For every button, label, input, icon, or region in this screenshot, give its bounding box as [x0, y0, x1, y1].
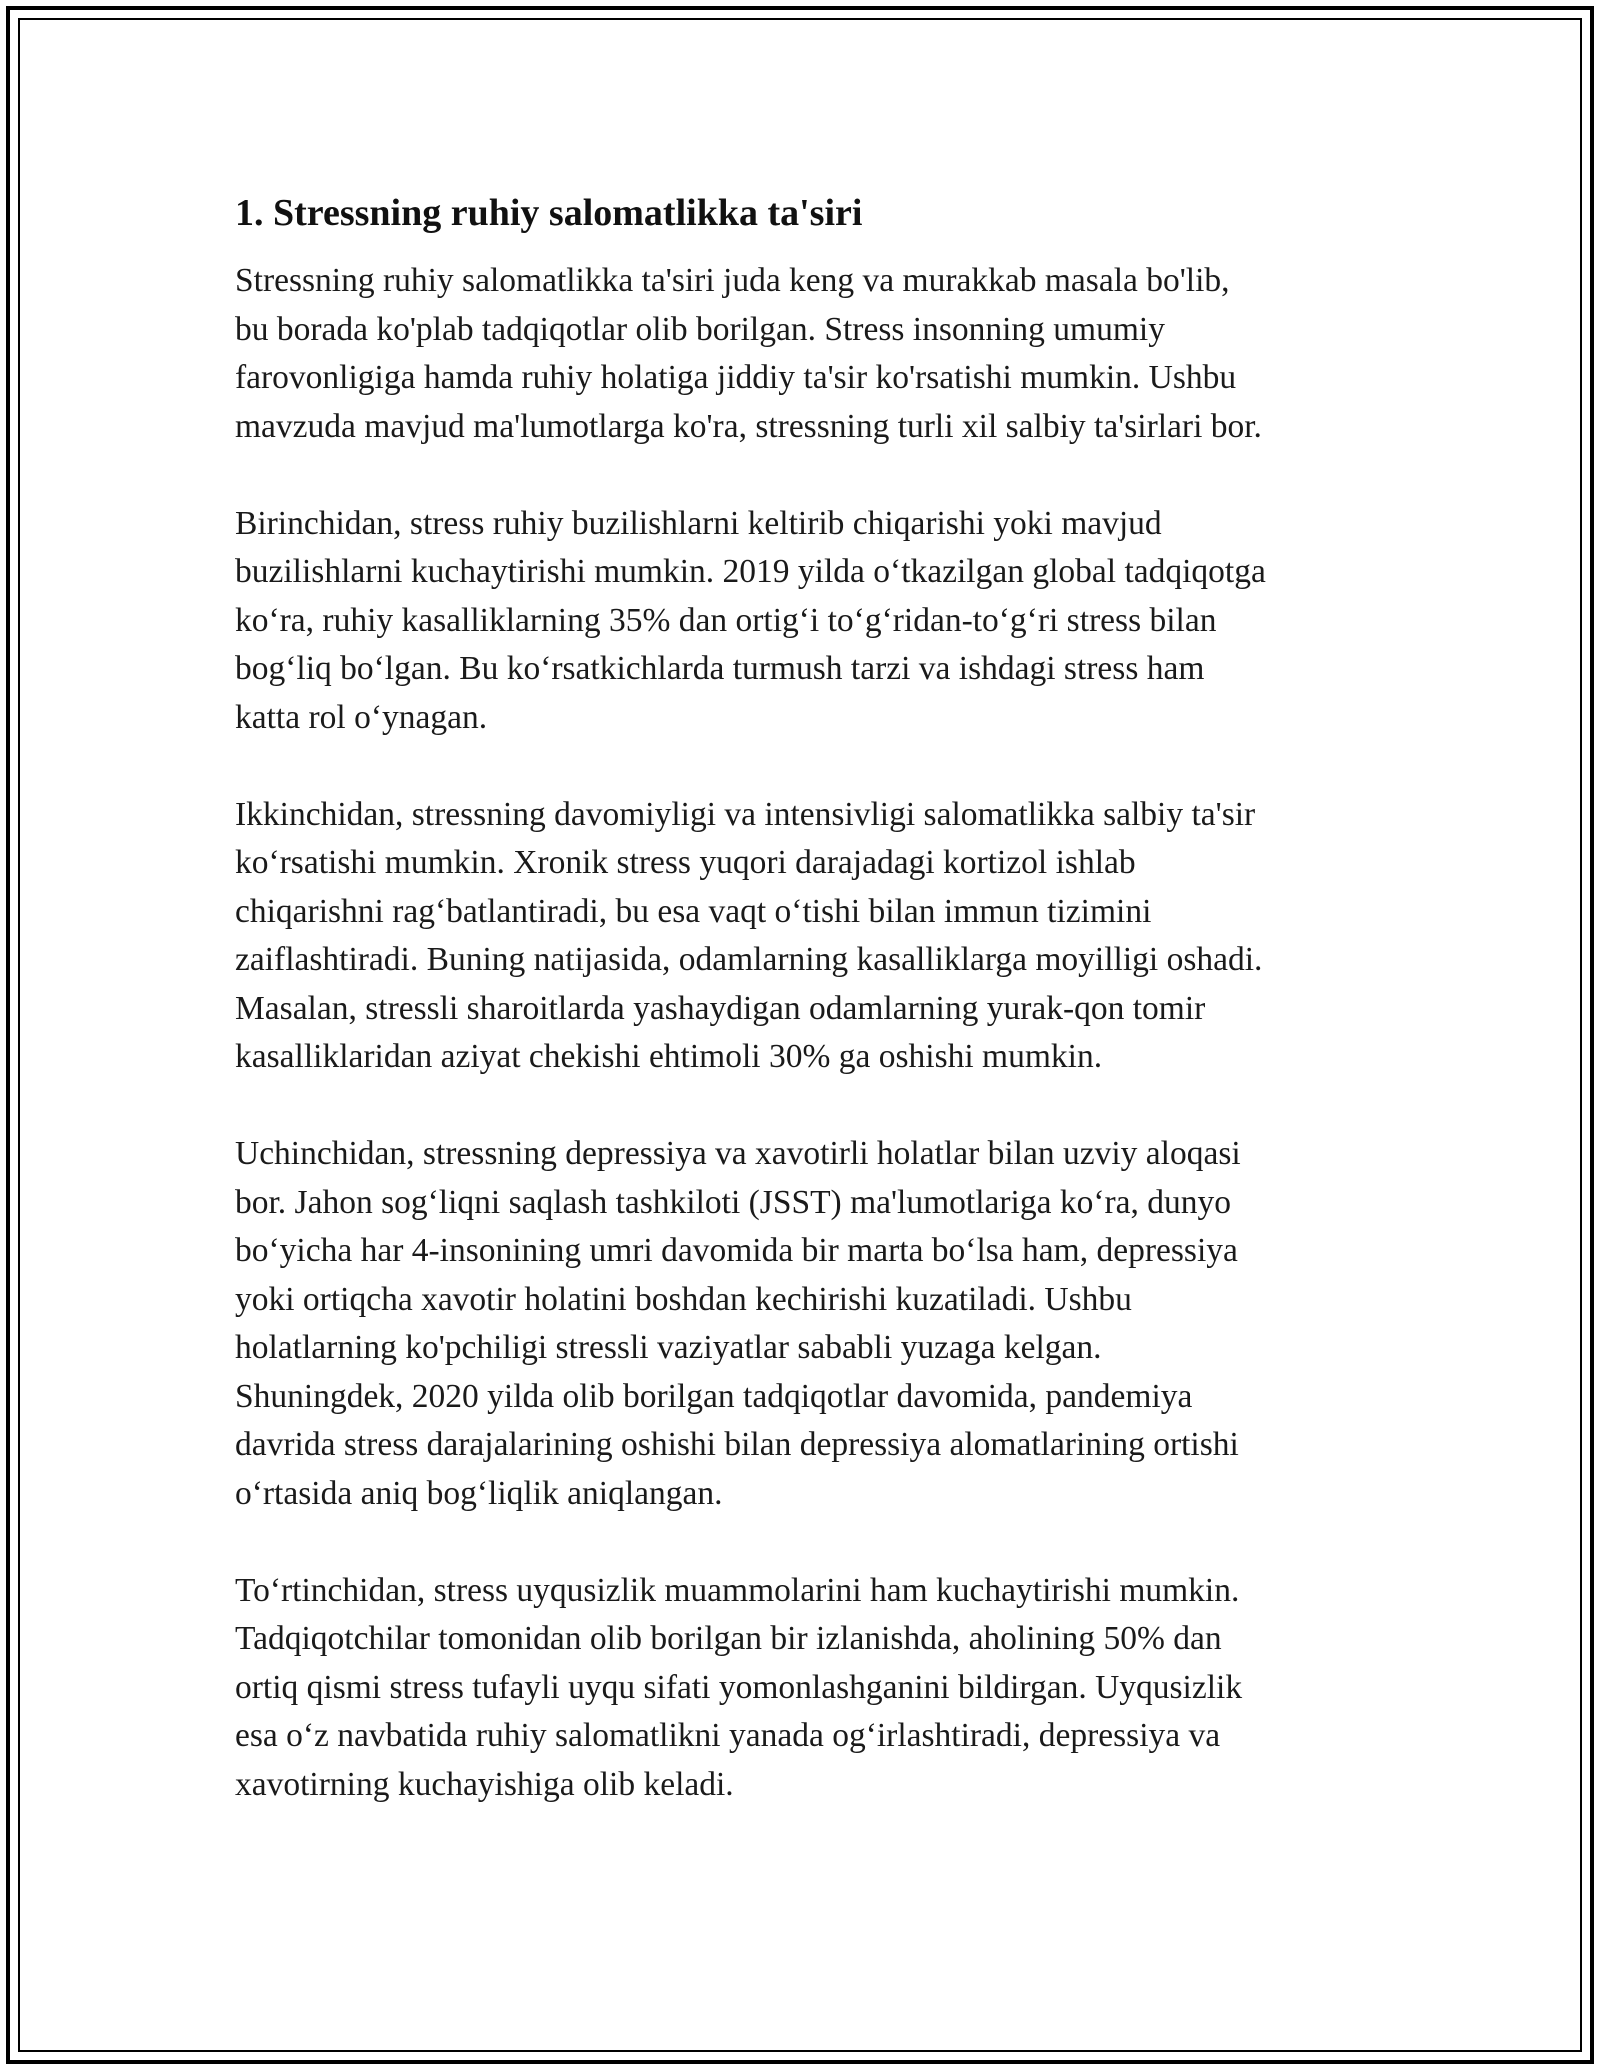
- paragraph-line: Shuningdek, 2020 yilda olib borilgan tadqiqotlar davomida, pandemiya: [235, 1377, 1193, 1415]
- paragraph-line: farovonligiga hamda ruhiy holatiga jiddiy ta'sir ko'rsatishi mumkin. Ushbu: [235, 359, 1237, 396]
- paragraph-line: xavotirning kuchayishiga olib keladi.: [235, 1765, 734, 1803]
- section-heading: 1. Stressning ruhiy salomatlikka ta'siri: [235, 192, 863, 234]
- paragraph-line: mavzuda mavjud ma'lumotlarga ko'ra, stressning turli xil salbiy ta'sirlari bor.: [235, 407, 1262, 445]
- paragraph-line: bor. Jahon sogʻliqni saqlash tashkiloti (JSST) ma'lumotlariga koʻra, dunyo: [235, 1183, 1232, 1221]
- paragraph-line: yoki ortiqcha xavotir holatini boshdan kechirishi kuzatiladi. Ushbu: [235, 1280, 1132, 1318]
- paragraph-line: boʻyicha har 4-insonining umri davomida bir marta boʻlsa ham, depressiya: [235, 1232, 1238, 1269]
- paragraph-line: Masalan, stressli sharoitlarda yashaydigan odamlarning yurak-qon tomir: [235, 989, 1206, 1027]
- document-body: [235, 185, 1375, 1809]
- paragraph-second: [235, 791, 1375, 1082]
- paragraph-first: [235, 500, 1375, 743]
- paragraph-line: Birinchidan, stress ruhiy buzilishlarni keltirib chiqarishi yoki mavjud: [235, 504, 1162, 542]
- paragraph-line: koʻra, ruhiy kasalliklarning 35% dan ortigʻi toʻgʻridan-toʻgʻri stress bilan: [235, 601, 1217, 639]
- paragraph-intro: [235, 257, 1375, 451]
- paragraph-line: buzilishlarni kuchaytirishi mumkin. 2019 yilda oʻtkazilgan global tadqiqotga: [235, 553, 1266, 590]
- paragraph-line: davrida stress darajalarining oshishi bilan depressiya alomatlarining ortishi: [235, 1426, 1239, 1463]
- paragraph-line: Toʻrtinchidan, stress uyqusizlik muammolarini ham kuchaytirishi mumkin.: [235, 1571, 1240, 1609]
- paragraph-line: Uchinchidan, stressning depressiya va xavotirli holatlar bilan uzviy aloqasi: [235, 1135, 1241, 1172]
- paragraph-line: bogʻliq boʻlgan. Bu koʻrsatkichlarda turmush tarzi va ishdagi stress ham: [235, 650, 1205, 687]
- paragraph-line: koʻrsatishi mumkin. Xronik stress yuqori darajadagi kortizol ishlab: [235, 844, 1136, 881]
- paragraph-line: chiqarishni ragʻbatlantiradi, bu esa vaqt oʻtishi bilan immun tizimini: [235, 892, 1152, 930]
- paragraph-line: oʻrtasida aniq bogʻliqlik aniqlangan.: [235, 1474, 723, 1512]
- paragraph-line: holatlarning ko'pchiligi stressli vaziyatlar sababli yuzaga kelgan.: [235, 1329, 1102, 1366]
- paragraph-third: [235, 1130, 1375, 1518]
- paragraph-line: kasalliklaridan aziyat chekishi ehtimoli 30% ga oshishi mumkin.: [235, 1038, 1103, 1075]
- paragraph-fourth: [235, 1567, 1375, 1810]
- paragraph-line: ortiq qismi stress tufayli uyqu sifati yomonlashganini bildirgan. Uyqusizlik: [235, 1668, 1243, 1706]
- paragraph-line: bu borada ko'plab tadqiqotlar olib borilgan. Stress insonning umumiy: [235, 310, 1165, 348]
- paragraph-line: esa oʻz navbatida ruhiy salomatlikni yanada ogʻirlashtiradi, depressiya va: [235, 1717, 1221, 1754]
- paragraph-line: Ikkinchidan, stressning davomiyligi va intensivligi salomatlikka salbiy ta'sir: [235, 795, 1256, 833]
- paragraph-line: zaiflashtiradi. Buning natijasida, odamlarning kasalliklarga moyilligi oshadi.: [235, 941, 1263, 978]
- paragraph-line: Stressning ruhiy salomatlikka ta'siri juda keng va murakkab masala bo'lib,: [235, 262, 1230, 299]
- paragraph-line: Tadqiqotchilar tomonidan olib borilgan bir izlanishda, aholining 50% dan: [235, 1620, 1222, 1657]
- paragraph-line: katta rol oʻynagan.: [235, 698, 488, 736]
